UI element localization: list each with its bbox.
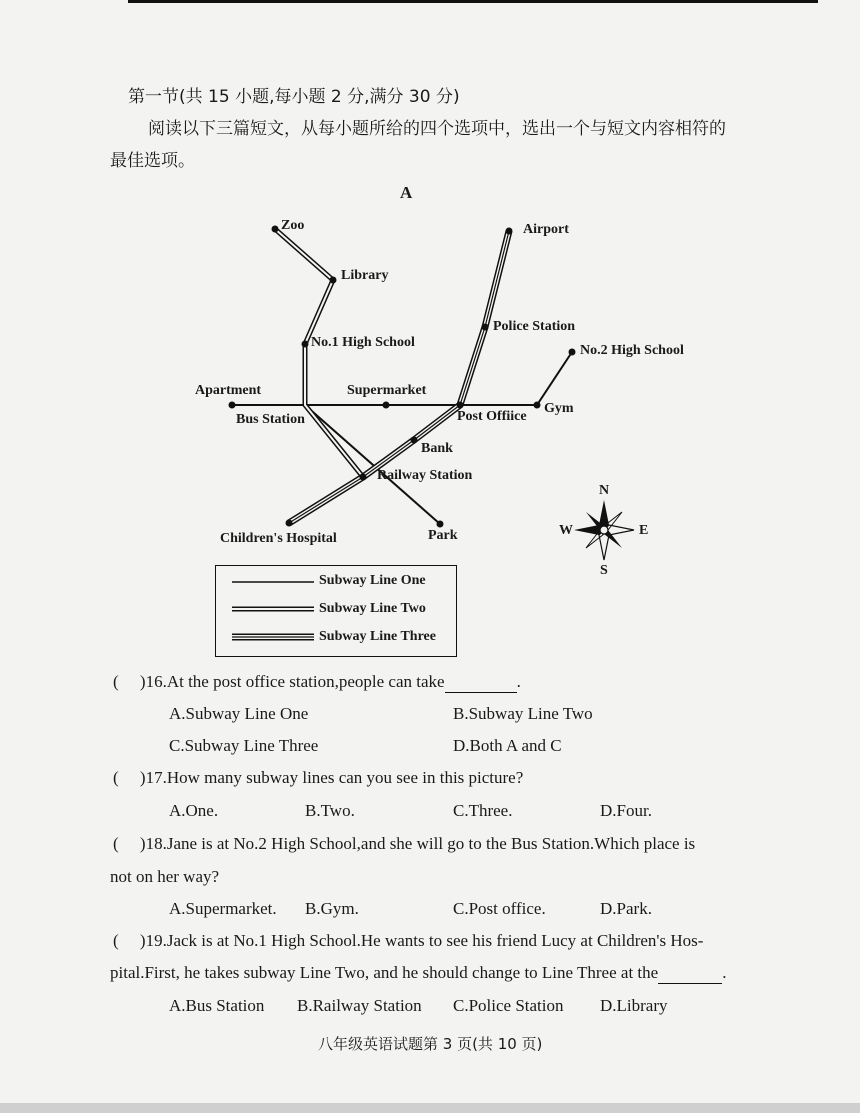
compass-north: N xyxy=(599,483,610,498)
station-dot-apartment xyxy=(229,402,236,409)
bottom-border xyxy=(0,1103,860,1113)
question-18-stem-line-1: )18.Jane is at No.2 High School,and she will go to the Bus Station.Which place is xyxy=(139,834,696,853)
question-18-stem-line-2: not on her way? xyxy=(110,867,220,886)
q18-option-a[interactable]: A.Supermarket. xyxy=(169,899,277,918)
station-label-park: Park xyxy=(428,528,458,543)
q16-option-a[interactable]: A.Subway Line One xyxy=(169,704,309,723)
station-label-post-office: Post Offiice xyxy=(457,409,527,424)
station-dot-no1-high-school xyxy=(302,341,309,348)
station-label-airport: Airport xyxy=(523,222,569,237)
q17-option-c[interactable]: C.Three. xyxy=(453,801,513,820)
answer-bracket[interactable]: ( xyxy=(113,834,140,853)
question-19-stem-line-1: )19.Jack is at No.1 High School.He wants to see his friend Lucy at Children's Hos- xyxy=(139,931,704,950)
station-dot-railway-station xyxy=(360,474,367,481)
q19-option-d[interactable]: D.Library xyxy=(600,996,668,1015)
answer-bracket[interactable]: ( xyxy=(113,768,140,787)
q16-option-d[interactable]: D.Both A and C xyxy=(453,736,562,755)
question-16: ( )16.At the post office station,people can take . xyxy=(113,672,521,691)
instruction-line-1: 阅读以下三篇短文，从每小题所给的四个选项中，选出一个与短文内容相符的 xyxy=(148,119,726,139)
question-19 xyxy=(113,931,703,951)
station-label-no1-high-school: No.1 High School xyxy=(311,335,415,350)
answer-blank xyxy=(445,672,517,693)
question-18 xyxy=(113,834,695,854)
station-dot-post-office xyxy=(457,402,464,409)
compass-rose-icon xyxy=(574,500,634,560)
q16-option-b[interactable]: B.Subway Line Two xyxy=(453,704,593,723)
q18-option-b[interactable]: B.Gym. xyxy=(305,899,359,918)
compass-east: E xyxy=(639,523,649,538)
station-label-police-station: Police Station xyxy=(493,319,576,334)
question-17-stem: )17.How many subway lines can you see in this picture? xyxy=(139,768,524,787)
q19-option-a[interactable]: A.Bus Station xyxy=(169,996,265,1015)
station-label-supermarket: Supermarket xyxy=(347,383,427,398)
compass-west: W xyxy=(559,523,573,538)
station-label-bus-station: Bus Station xyxy=(236,412,305,427)
station-label-railway-station: Railway Station xyxy=(377,468,473,483)
station-label-zoo: Zoo xyxy=(281,218,305,233)
station-label-apartment: Apartment xyxy=(195,383,262,398)
q18-option-c[interactable]: C.Post office. xyxy=(453,899,546,918)
q16-option-c[interactable]: C.Subway Line Three xyxy=(169,736,319,755)
legend-line-three: Subway Line Three xyxy=(319,629,436,644)
answer-blank xyxy=(658,963,722,984)
station-dot-park xyxy=(437,521,444,528)
subway-line-one-branch xyxy=(305,405,440,524)
station-dot-bank xyxy=(411,437,418,444)
question-19-line-2: pital.First, he takes subway Line Two, and he should change to Line Three at the . xyxy=(110,963,727,982)
station-label-childrens-hospital: Children's Hospital xyxy=(220,531,337,546)
q17-option-b[interactable]: B.Two. xyxy=(305,801,355,820)
instruction-line-2: 最佳选项。 xyxy=(110,151,195,171)
map-legend xyxy=(215,565,457,657)
q19-option-b[interactable]: B.Railway Station xyxy=(297,996,422,1015)
station-label-library: Library xyxy=(341,268,389,283)
question-19-stem-line-2: pital.First, he takes subway Line Two, and he should change to Line Three at the xyxy=(110,963,659,982)
passage-label: A xyxy=(400,183,413,202)
station-dot-childrens-hospital xyxy=(286,520,293,527)
station-dot-library xyxy=(330,277,337,284)
station-label-gym: Gym xyxy=(544,401,574,416)
station-dot-no2-high-school xyxy=(569,349,576,356)
compass-south: S xyxy=(600,563,608,578)
section-title: 第一节(共 15 小题,每小题 2 分,满分 30 分) xyxy=(128,87,460,107)
question-17 xyxy=(113,768,523,788)
legend-line-one: Subway Line One xyxy=(319,573,426,588)
station-dot-supermarket xyxy=(383,402,390,409)
question-16-stem: )16.At the post office station,people can take xyxy=(139,672,445,691)
q18-option-d[interactable]: D.Park. xyxy=(600,899,652,918)
station-dot-airport xyxy=(506,228,513,235)
station-label-no2-high-school: No.2 High School xyxy=(580,343,684,358)
station-label-bank: Bank xyxy=(421,441,453,456)
q17-option-a[interactable]: A.One. xyxy=(169,801,219,820)
q17-option-d[interactable]: D.Four. xyxy=(600,801,652,820)
legend-line-two: Subway Line Two xyxy=(319,601,426,616)
answer-bracket[interactable]: ( xyxy=(113,672,140,691)
answer-bracket[interactable]: ( xyxy=(113,931,140,950)
q19-option-c[interactable]: C.Police Station xyxy=(453,996,564,1015)
station-dot-zoo xyxy=(272,226,279,233)
station-dot-gym xyxy=(534,402,541,409)
station-dot-police-station xyxy=(482,324,489,331)
page-footer: 八年级英语试题第 3 页(共 10 页) xyxy=(318,1035,543,1053)
